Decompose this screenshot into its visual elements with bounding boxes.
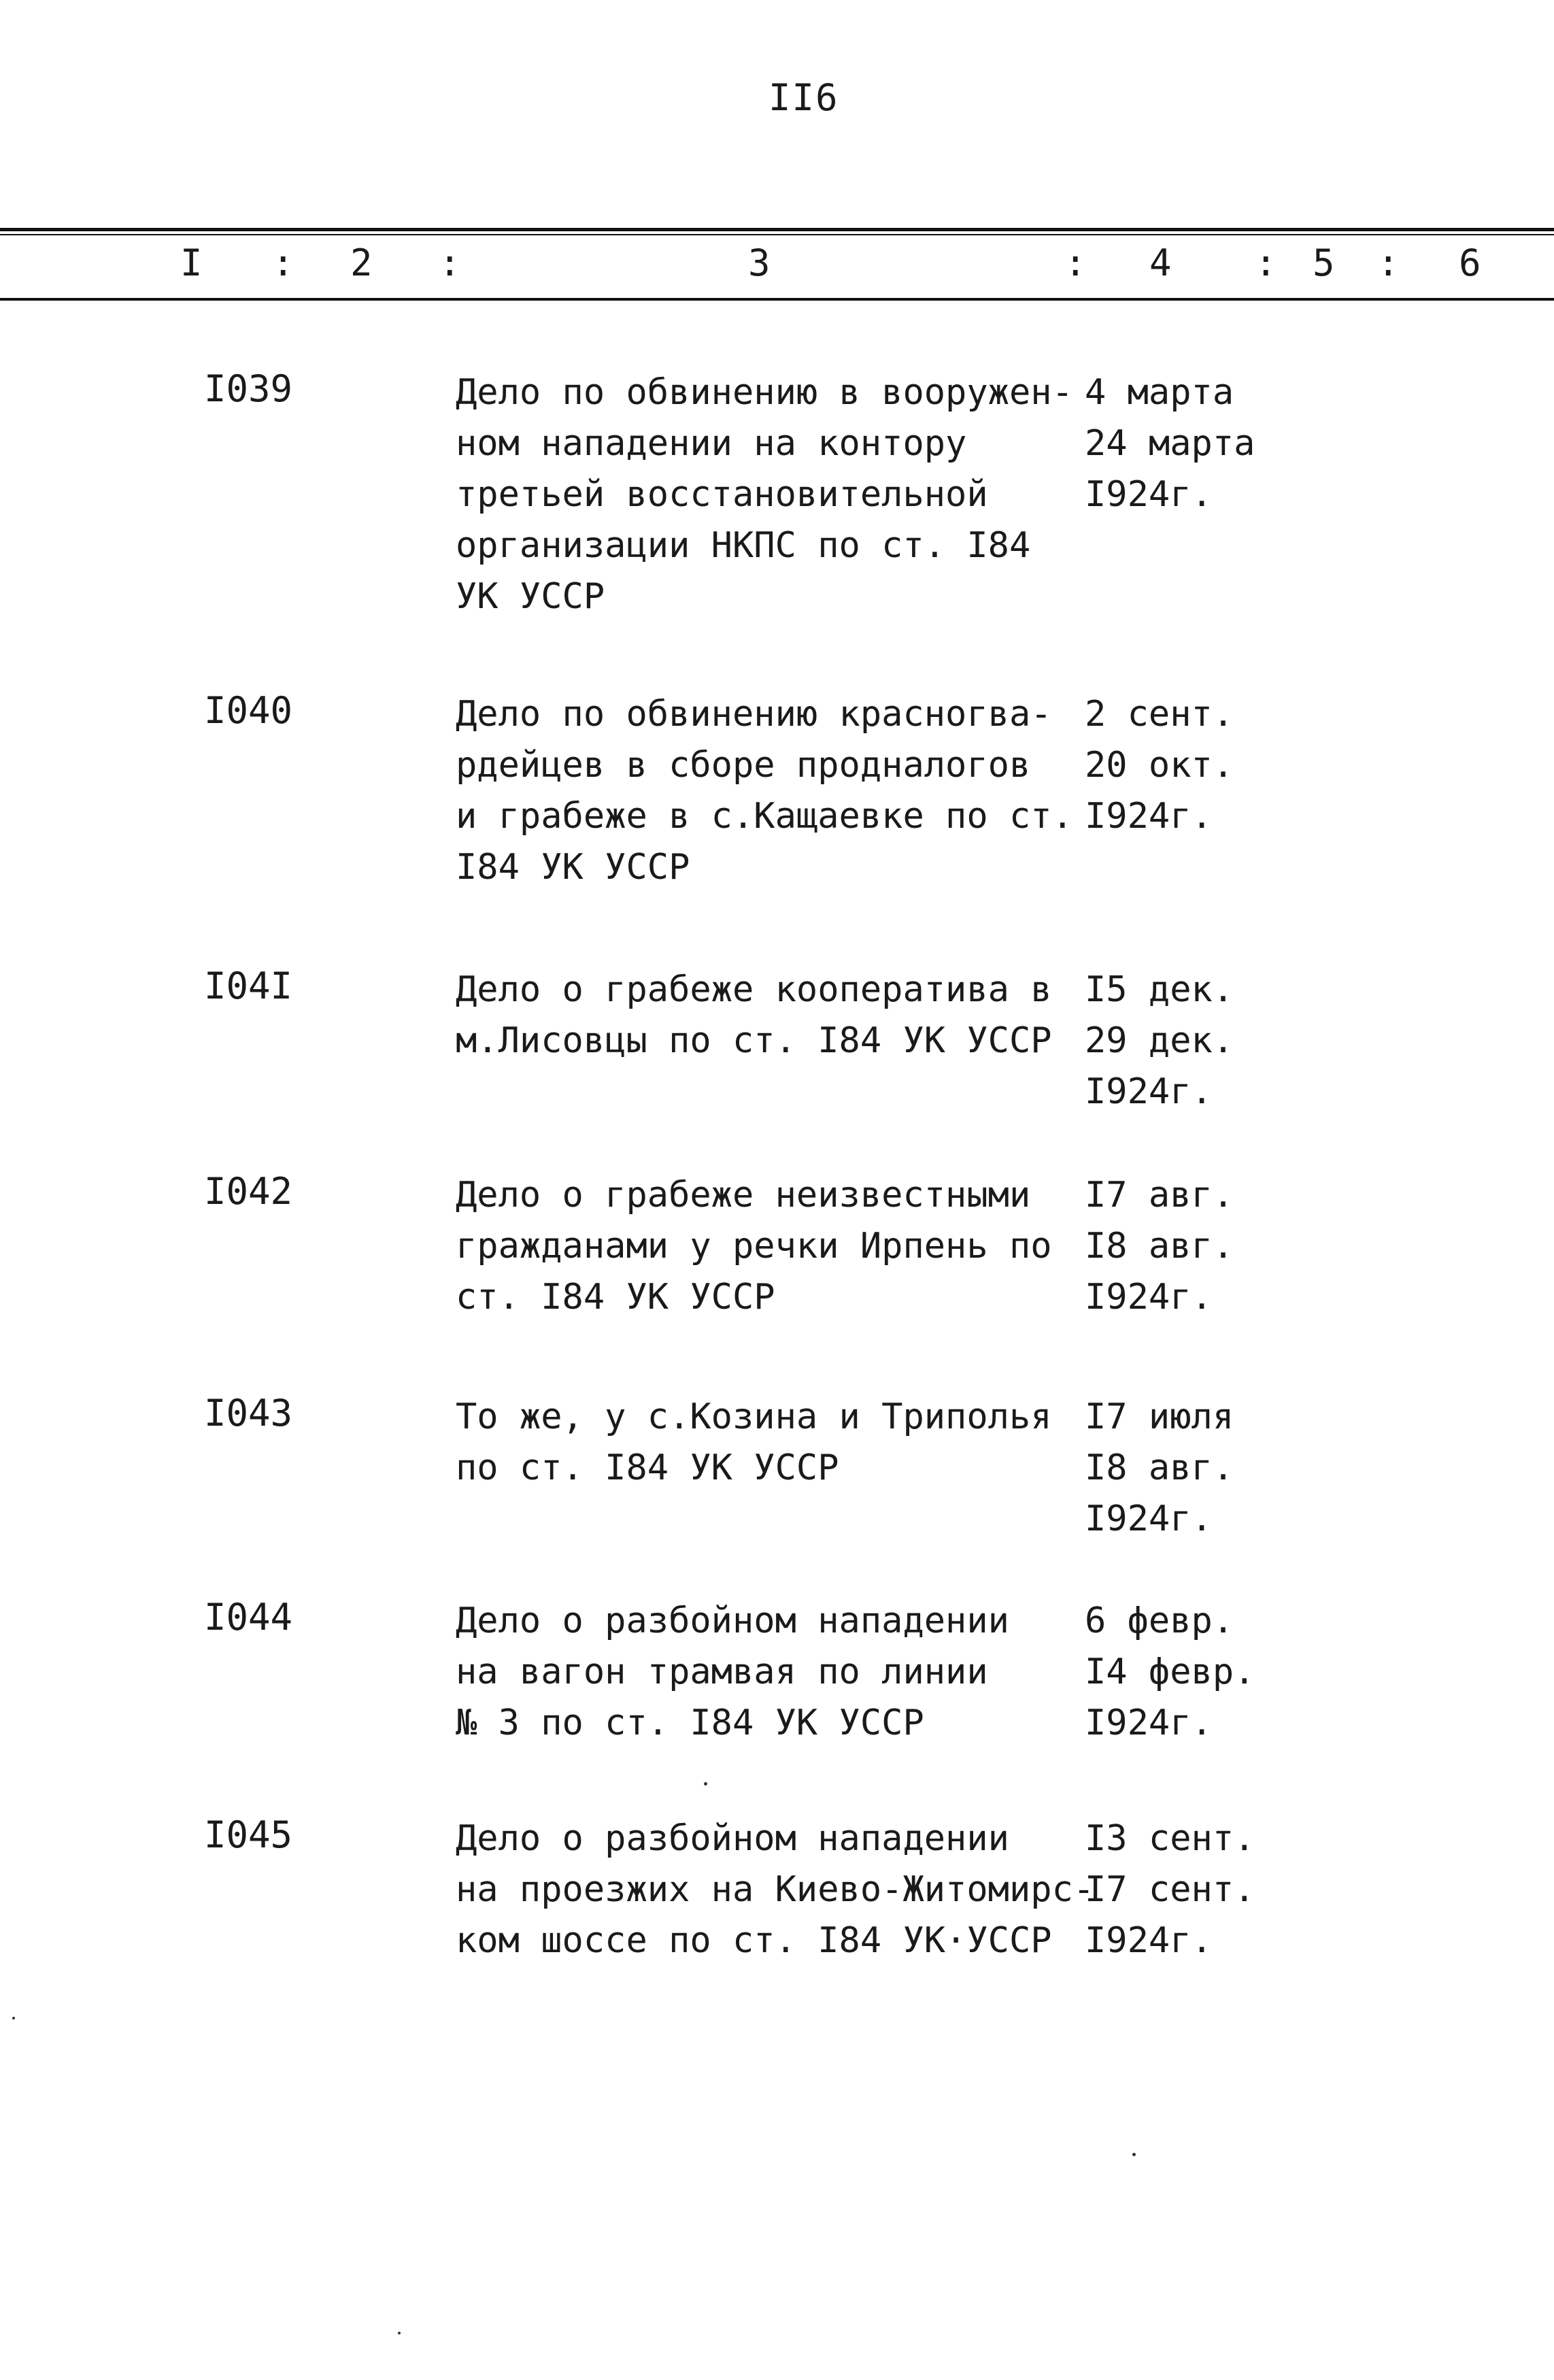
case-dates <box>1085 965 1289 1118</box>
scan-speck <box>398 2332 401 2334</box>
end-date: 24 марта <box>1085 423 1255 464</box>
case-description-line: на вагон трамвая по линии <box>456 1652 988 1692</box>
case-number: I04I <box>204 965 293 1007</box>
case-description-line: организации НКПС по ст. I84 <box>456 525 1031 566</box>
case-description-line: Дело о разбойном нападении <box>456 1818 1009 1859</box>
column-header-2: 2 <box>350 241 373 284</box>
start-date: I5 дек. <box>1085 969 1234 1010</box>
case-description-line: Дело о разбойном нападении <box>456 1600 1009 1641</box>
year: I924г. <box>1085 1071 1213 1112</box>
year: I924г. <box>1085 474 1213 515</box>
column-header-3: 3 <box>748 241 771 284</box>
case-dates <box>1085 1392 1289 1545</box>
case-description <box>456 1813 1095 1966</box>
case-dates <box>1085 689 1289 842</box>
case-dates <box>1085 1596 1289 1749</box>
column-separator: : <box>1064 241 1087 284</box>
case-dates <box>1085 1813 1289 1966</box>
case-description <box>456 367 1081 622</box>
case-description-line: и грабеже в с.Кащаевке по ст. <box>456 796 1073 837</box>
column-header-1: I <box>180 241 203 284</box>
end-date: I4 февр. <box>1085 1652 1255 1692</box>
case-number: I040 <box>204 689 293 732</box>
column-separator: : <box>439 241 461 284</box>
table-header-bottom-rule <box>0 298 1554 301</box>
page-number: II6 <box>768 76 839 119</box>
case-description-line: гражданами у речки Ирпень по <box>456 1226 1052 1267</box>
end-date: 29 дек. <box>1085 1020 1234 1061</box>
case-description-line: Дело по обвинению в вооружен- <box>456 372 1073 413</box>
year: I924г. <box>1085 1920 1213 1961</box>
case-number: I044 <box>204 1596 293 1639</box>
case-number: I039 <box>204 367 293 410</box>
case-description-line: третьей восстановительной <box>456 474 988 515</box>
case-description-line: № 3 по ст. I84 УК УССР <box>456 1703 924 1743</box>
case-description <box>456 1170 1081 1323</box>
year: I924г. <box>1085 796 1213 837</box>
case-number: I043 <box>204 1392 293 1435</box>
start-date: 6 февр. <box>1085 1600 1234 1641</box>
case-description-line: То же, у с.Козина и Триполья <box>456 1396 1052 1437</box>
year: I924г. <box>1085 1277 1213 1318</box>
case-description-line: по ст. I84 УК УССР <box>456 1447 839 1488</box>
case-description-line: ком шоссе по ст. I84 УК·УССР <box>456 1920 1052 1961</box>
start-date: I3 сент. <box>1085 1818 1255 1859</box>
case-description <box>456 1392 1081 1494</box>
case-description-line: ном нападении на контору <box>456 423 967 464</box>
year: I924г. <box>1085 1498 1213 1539</box>
scan-speck <box>1132 2153 1136 2156</box>
case-description-line: ст. I84 УК УССР <box>456 1277 775 1318</box>
case-description-line: на проезжих на Киево-Житомирс- <box>456 1869 1095 1910</box>
case-description-line: Дело по обвинению красногва- <box>456 694 1052 735</box>
case-description-line: УК УССР <box>456 576 605 617</box>
start-date: 2 сент. <box>1085 694 1234 735</box>
column-header-5: 5 <box>1313 241 1335 284</box>
case-description <box>456 965 1081 1067</box>
end-date: 20 окт. <box>1085 745 1234 786</box>
case-dates <box>1085 1170 1289 1323</box>
case-description-line: I84 УК УССР <box>456 847 690 888</box>
start-date: I7 авг. <box>1085 1175 1234 1216</box>
scan-speck <box>704 1782 707 1786</box>
end-date: I8 авг. <box>1085 1447 1234 1488</box>
scan-speck <box>12 2017 15 2019</box>
case-description <box>456 1596 1081 1749</box>
column-separator: : <box>1255 241 1277 284</box>
end-date: I8 авг. <box>1085 1226 1234 1267</box>
case-dates <box>1085 367 1289 520</box>
case-number: I042 <box>204 1170 293 1213</box>
year: I924г. <box>1085 1703 1213 1743</box>
case-number: I045 <box>204 1813 293 1856</box>
start-date: I7 июля <box>1085 1396 1234 1437</box>
column-header-4: 4 <box>1149 241 1172 284</box>
column-separator: : <box>1377 241 1400 284</box>
case-description-line: м.Лисовцы по ст. I84 УК УССР <box>456 1020 1052 1061</box>
case-description-line: Дело о грабеже неизвестными <box>456 1175 1031 1216</box>
case-description-line: Дело о грабеже кооператива в <box>456 969 1052 1010</box>
start-date: 4 марта <box>1085 372 1234 413</box>
case-description <box>456 689 1081 893</box>
end-date: I7 сент. <box>1085 1869 1255 1910</box>
case-description-line: рдейцев в сборе продналогов <box>456 745 1031 786</box>
column-header-6: 6 <box>1459 241 1481 284</box>
column-separator: : <box>272 241 294 284</box>
